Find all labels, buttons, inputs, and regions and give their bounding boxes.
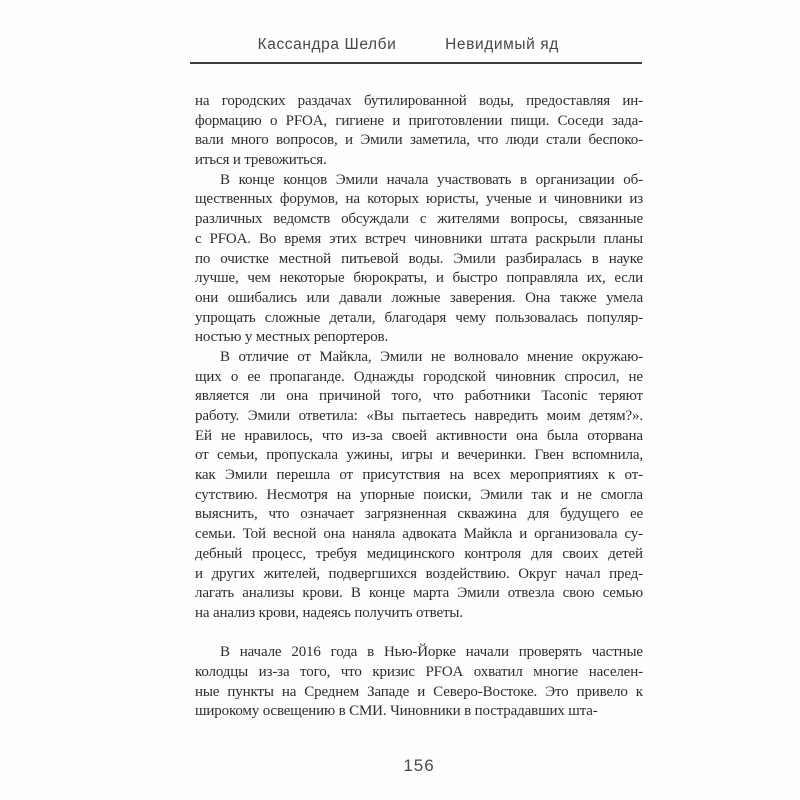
word: Во	[258, 230, 277, 247]
word: населен-	[588, 663, 643, 680]
word: предоставляя	[526, 93, 611, 109]
word: люди	[505, 132, 539, 149]
word: марта	[413, 585, 450, 602]
word: ответила:	[298, 408, 358, 424]
text-line	[195, 565, 643, 585]
word: от-	[624, 467, 643, 484]
word: ложные	[391, 289, 441, 306]
word: Эмили	[480, 486, 523, 503]
word: Эмили	[335, 171, 378, 188]
word: не	[430, 348, 446, 365]
word: воды.	[408, 250, 444, 267]
word: Соседи	[557, 112, 604, 129]
word: мнение	[527, 348, 573, 365]
word: «Вы	[366, 408, 394, 424]
word: заметила,	[409, 132, 470, 149]
word: процесс,	[251, 545, 306, 562]
word: не	[628, 368, 643, 385]
word: означает	[300, 506, 355, 523]
word: присутствия	[362, 467, 441, 484]
word: она	[323, 526, 346, 543]
word: Эмили	[247, 408, 290, 424]
word: выяснить,	[195, 506, 258, 523]
word: пытаетесь	[402, 408, 466, 424]
word: науке	[608, 250, 643, 267]
word: и	[345, 132, 353, 149]
word: Эмили	[457, 585, 500, 602]
text-line	[195, 584, 643, 604]
text-line	[195, 683, 643, 703]
word: с	[195, 230, 202, 247]
text-line	[195, 230, 643, 250]
text-line	[195, 427, 643, 447]
word: Эмили	[380, 348, 423, 365]
paragraph	[195, 171, 643, 348]
word: адвоката	[402, 526, 457, 543]
word: не	[577, 486, 592, 503]
word: ные	[195, 683, 220, 700]
word: также	[559, 289, 597, 306]
word: пункты	[227, 683, 274, 700]
word: популяр-	[586, 309, 643, 326]
word: и	[538, 191, 547, 208]
word: жителей,	[263, 565, 320, 582]
text-line	[195, 171, 643, 191]
word: конце	[368, 585, 405, 602]
word: в	[520, 171, 527, 188]
word: PFOA.	[209, 230, 251, 247]
word: ее	[629, 506, 643, 523]
word: чиновники	[413, 230, 483, 247]
text-line	[195, 387, 643, 407]
text-line	[195, 643, 643, 663]
word: вопросы,	[510, 211, 568, 228]
running-head-author: Кассандра Шелби	[257, 36, 397, 53]
word: организовала	[534, 526, 618, 543]
word: мероприятиях	[509, 467, 599, 484]
word: поправляла	[506, 270, 579, 287]
word: навредить	[474, 408, 539, 424]
word: этих	[329, 230, 358, 247]
word: участвовать	[437, 171, 512, 188]
word: очистке	[220, 250, 269, 267]
word: Эмили	[224, 467, 268, 484]
header-rule	[190, 62, 642, 64]
word: что	[477, 132, 499, 149]
word: на	[345, 191, 360, 208]
word: на	[195, 93, 210, 109]
word: бюрократы,	[353, 270, 428, 287]
text-line	[195, 348, 643, 368]
word: воздействию.	[425, 565, 510, 582]
word: Нью-Йорке	[383, 644, 456, 661]
text-line	[195, 525, 643, 545]
word: Однажды	[353, 368, 414, 385]
word: окружаю-	[581, 348, 643, 365]
text-line	[195, 131, 643, 151]
text-line	[195, 190, 643, 210]
word: перешла	[276, 467, 330, 484]
word: того,	[300, 663, 331, 680]
word: для	[530, 545, 553, 562]
word: на	[449, 467, 464, 484]
word: от	[195, 447, 209, 464]
word: PFOA,	[285, 112, 328, 129]
word: вопросов,	[276, 132, 338, 149]
word: что	[340, 663, 362, 680]
word: будущего	[560, 506, 620, 523]
word: медицинского	[366, 545, 455, 562]
word: в	[591, 250, 599, 267]
word: концов	[283, 171, 328, 188]
word: различных	[195, 211, 263, 228]
word: начале	[239, 644, 282, 661]
word: что	[268, 506, 290, 523]
word: причиной	[319, 388, 381, 405]
word: работу.	[195, 408, 240, 424]
word: пропускала	[266, 447, 338, 464]
word: от	[339, 467, 353, 484]
word: нравилось,	[244, 427, 313, 444]
word: всех	[473, 467, 501, 484]
word: Майкла,	[319, 348, 372, 365]
word: лагать	[195, 585, 235, 602]
word: что	[321, 427, 343, 444]
word: работники	[464, 388, 531, 405]
word: благодаря	[384, 309, 447, 326]
word: ошибались	[227, 289, 297, 306]
word: детали,	[329, 309, 376, 326]
word: они	[195, 289, 219, 306]
word: того,	[391, 388, 422, 405]
word: лучше,	[195, 270, 239, 287]
word: быстро	[452, 270, 498, 287]
word: о	[230, 368, 239, 385]
text-block	[195, 92, 643, 722]
word: является	[195, 388, 249, 405]
word: разбиралась	[505, 250, 582, 267]
word: моим	[546, 408, 581, 424]
word: В	[220, 171, 230, 188]
word: Округ	[518, 565, 557, 582]
text-line	[195, 407, 643, 427]
word: штата	[490, 230, 528, 247]
word: наняла	[352, 526, 396, 543]
word: проверять	[518, 644, 582, 661]
word: отвезла	[507, 585, 555, 602]
word: их,	[586, 270, 606, 287]
word: в	[367, 644, 375, 661]
word: что	[432, 388, 454, 405]
word: подвергшихся	[328, 565, 417, 582]
word: время	[284, 230, 322, 247]
word: к	[608, 467, 616, 484]
word: семьи,	[217, 447, 258, 464]
word: и	[441, 447, 449, 464]
word: по	[195, 250, 211, 267]
word: зада-	[611, 112, 643, 129]
word: кризис	[372, 663, 415, 680]
word: из-за	[351, 427, 383, 444]
word: связанные	[578, 211, 643, 228]
text-line	[195, 309, 643, 329]
word: вечеринки.	[457, 447, 527, 464]
word: юристы,	[426, 191, 479, 208]
word: пищи.	[510, 112, 550, 129]
word: активности	[435, 427, 508, 444]
word: ужины,	[346, 447, 394, 464]
word: сложные	[264, 309, 321, 326]
word: и	[560, 486, 569, 503]
word: организации	[535, 171, 615, 188]
text-line	[195, 92, 643, 112]
word: если	[614, 270, 643, 287]
paragraph	[195, 643, 643, 722]
text-line: на анализ крови, надеясь получить ответы.	[195, 604, 463, 621]
word: контроля	[464, 545, 522, 562]
word: скважина	[457, 506, 517, 523]
word: Taconic	[541, 388, 588, 405]
word: из-за	[258, 663, 290, 680]
word: формацию	[195, 112, 262, 129]
text-line	[195, 466, 643, 486]
word: и	[519, 526, 528, 543]
word: поиски,	[423, 486, 472, 503]
word: форумов,	[279, 191, 339, 208]
word: и	[417, 683, 426, 700]
word: много	[231, 132, 269, 149]
word: В	[220, 644, 230, 661]
word: теряют	[598, 388, 643, 405]
word: которых	[367, 191, 419, 208]
word: су-	[624, 526, 643, 543]
word: спросил,	[564, 368, 620, 385]
word: щественных	[195, 191, 273, 208]
text-line	[195, 250, 643, 270]
word: городских	[221, 93, 286, 109]
word: чиновники	[553, 191, 623, 208]
word: начал	[565, 565, 601, 582]
word: Эмили	[453, 250, 496, 267]
word: Той	[242, 526, 266, 543]
word: встреч	[365, 230, 406, 247]
word: охватил	[473, 663, 523, 680]
paragraph	[195, 92, 643, 171]
word: В	[350, 585, 361, 602]
word: семьи.	[195, 526, 236, 543]
running-head	[0, 36, 800, 56]
word: многие	[533, 663, 579, 680]
word: весной	[273, 526, 317, 543]
word: о	[269, 112, 278, 129]
word: не	[220, 427, 236, 444]
text-line	[195, 210, 643, 230]
running-head-title: Невидимый яд	[445, 36, 559, 53]
word: и	[392, 112, 401, 129]
word: питьевой	[341, 250, 399, 267]
word: загрязненная	[364, 506, 447, 523]
word: Эмили	[360, 132, 403, 149]
word: Это	[545, 683, 569, 700]
word: своих	[562, 545, 599, 562]
word: об-	[623, 171, 643, 188]
word: пользовалась	[495, 309, 578, 326]
word: свою	[562, 585, 595, 602]
word: воды,	[479, 93, 514, 109]
word: с	[419, 211, 427, 228]
word: беспоко-	[588, 132, 643, 149]
word: конце	[238, 171, 275, 188]
text-line	[195, 368, 643, 388]
word: городской	[422, 368, 486, 385]
text-line	[195, 663, 643, 683]
word: колодцы	[195, 663, 249, 680]
word: привело	[576, 683, 628, 700]
word: Ей	[195, 427, 212, 444]
word: начала	[386, 171, 429, 188]
word: игры	[401, 447, 433, 464]
word: требуя	[315, 545, 357, 562]
word: вали	[195, 132, 224, 149]
word: ведомств	[273, 211, 331, 228]
paragraph	[195, 348, 643, 624]
word: чему	[455, 309, 486, 326]
word: смогла	[600, 486, 643, 503]
word: щих	[195, 368, 222, 385]
word: из	[629, 191, 643, 208]
word: для	[527, 506, 550, 523]
word: других	[211, 565, 255, 582]
word: упорные	[360, 486, 415, 503]
text-line	[195, 112, 643, 132]
word: и	[435, 270, 444, 287]
word: Гвен	[534, 447, 564, 464]
word: начали	[465, 644, 509, 661]
word: она	[516, 427, 538, 444]
text-line	[195, 486, 643, 506]
word: 2016	[291, 644, 321, 661]
word: или	[306, 289, 330, 306]
word: приготовлении	[408, 112, 503, 129]
text-line: ностью у местных репортеров.	[195, 329, 389, 346]
text-line: иться и тревожиться.	[195, 152, 327, 169]
page-number: 156	[403, 756, 435, 775]
word: бутилированной	[364, 93, 467, 109]
word: некоторые	[279, 270, 345, 287]
word: семью	[602, 585, 643, 602]
word: на	[336, 486, 352, 503]
word: детей	[608, 545, 643, 562]
word: раздачах	[297, 93, 352, 109]
word: заверения.	[449, 289, 516, 306]
word: ин-	[622, 93, 643, 109]
word: Северо-Востоке.	[433, 683, 538, 700]
word: Несмотря	[266, 486, 328, 503]
word: PFOA	[425, 663, 464, 680]
word: Среднем	[304, 683, 360, 700]
word: частные	[591, 644, 643, 661]
word: Западе	[367, 683, 410, 700]
word: пропаганде.	[269, 368, 345, 385]
word: на	[281, 683, 297, 700]
word: оторвана	[587, 427, 643, 444]
word: к	[635, 683, 643, 700]
word: умела	[606, 289, 643, 306]
word: пред-	[609, 565, 643, 582]
word: и	[195, 565, 203, 582]
word: года	[330, 644, 358, 661]
word: ее	[247, 368, 261, 385]
text-line: широкому освещению в СМИ. Чиновники в пострадавших шта-	[195, 703, 598, 720]
text-line	[195, 269, 643, 289]
word: Майкла	[463, 526, 513, 543]
word: давали	[339, 289, 382, 306]
word: дебный	[195, 545, 243, 562]
word: детям?».	[589, 408, 643, 424]
word: гигиене	[335, 112, 385, 129]
word: чем	[247, 270, 271, 287]
word: ученые	[485, 191, 532, 208]
word: она	[286, 388, 308, 405]
text-line	[195, 289, 643, 309]
text-line	[195, 446, 643, 466]
text-line	[195, 505, 643, 525]
word: была	[546, 427, 579, 444]
word: как	[195, 467, 216, 484]
word: упрощать	[195, 309, 256, 326]
word: анализы	[242, 585, 295, 602]
word: сутствию.	[195, 486, 258, 503]
word: чиновник	[495, 368, 556, 385]
word: раскрыли	[535, 230, 596, 247]
word: своей	[391, 427, 427, 444]
word: Она	[525, 289, 551, 306]
word: стали	[546, 132, 582, 149]
word: обсуждали	[341, 211, 409, 228]
word: жителями	[437, 211, 500, 228]
word: отличие	[238, 348, 289, 365]
word: так	[531, 486, 552, 503]
word: от	[297, 348, 311, 365]
word: волновало	[453, 348, 519, 365]
word: ли	[259, 388, 276, 405]
word: планы	[603, 230, 643, 247]
text-line	[195, 545, 643, 565]
word: крови.	[302, 585, 343, 602]
word: В	[220, 348, 230, 365]
word: вспомнила,	[572, 447, 643, 464]
word: местной	[278, 250, 332, 267]
